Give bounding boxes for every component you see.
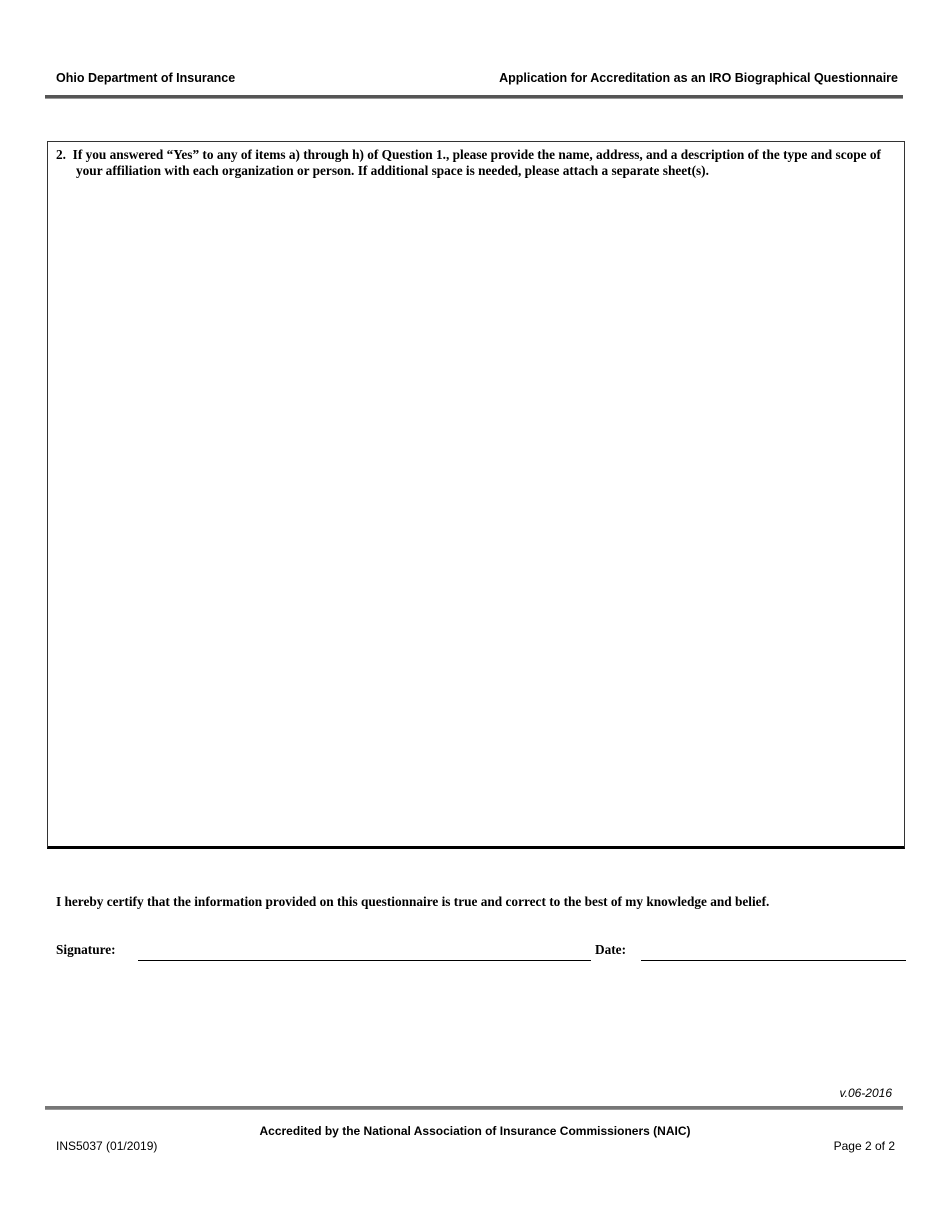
question-prompt: If you answered “Yes” to any of items a) through h) of Question 1., please provide the name, address, and a description of the type and scope of your affiliation with each organization or person. If additional space is needed, please attach a separate sheet(s). bbox=[72, 147, 881, 178]
question-2-answer-field[interactable] bbox=[56, 185, 898, 839]
footer-form-id: INS5037 (01/2019) bbox=[56, 1139, 158, 1153]
question-2-text bbox=[56, 147, 896, 179]
certification-statement: I hereby certify that the information provided on this questionnaire is true and correct to the best of my knowledge and belief. bbox=[56, 894, 770, 909]
footer-divider bbox=[45, 1106, 903, 1110]
footer-accreditation: Accredited by the National Association of Insurance Commissioners (NAIC) bbox=[259, 1124, 691, 1138]
date-field[interactable] bbox=[641, 944, 906, 961]
question-number: 2. bbox=[56, 147, 66, 162]
footer-page-number: Page 2 of 2 bbox=[833, 1139, 895, 1153]
version-label: v.06-2016 bbox=[839, 1086, 892, 1100]
signature-label: Signature: bbox=[56, 942, 116, 957]
header-divider bbox=[45, 95, 903, 99]
date-label: Date: bbox=[595, 942, 627, 957]
header-organization: Ohio Department of Insurance bbox=[56, 71, 236, 85]
signature-field[interactable] bbox=[138, 944, 591, 961]
header-form-title: Application for Accreditation as an IRO Biographical Questionnaire bbox=[499, 71, 898, 85]
